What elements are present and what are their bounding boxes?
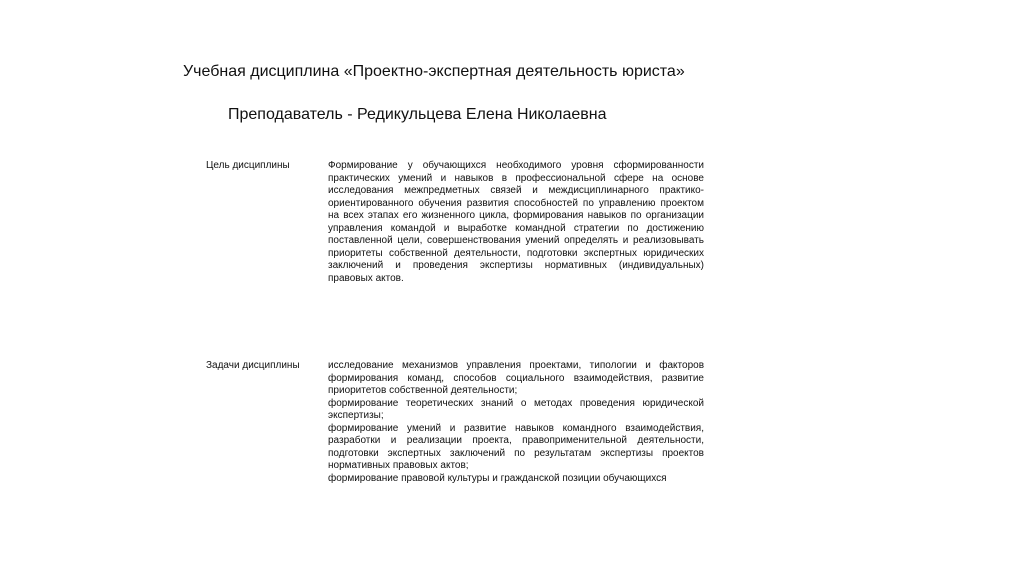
tasks-text: [328, 360, 704, 485]
teacher-line: Преподаватель - Редикульцева Елена Николаевна: [228, 106, 607, 123]
goal-paragraph: Формирование у обучающихся необходимого уровня сформированности практических умений и навыков в профессиональной сфере на основе исследования межпредметных связей и междисциплинарного практико-ориентированного обучения развития способностей по управлению проектом на всех этапах его жизненного цикла, формирования навыков по организации управления командой и выработке командной стратегии по достижению поставленной цели, совершенствования умений определять и реализовывать приоритеты собственной деятельности, подготовки экспертных юридических заключений и проведения экспертизы нормативных (индивидуальных) правовых актов.: [328, 160, 704, 284]
task-item: формирование правовой культуры и гражданской позиции обучающихся: [328, 472, 667, 484]
task-item: формирование умений и развитие навыков командного взаимодействия, разработки и реализации проекта, правоприменительной деятельности, подготовки экспертных заключений по результатам экспертизы проектов нормативных правовых актов;: [328, 422, 704, 471]
task-item: формирование теоретических знаний о методах проведения юридической экспертизы;: [328, 397, 704, 421]
tasks-label: Задачи дисциплины: [206, 360, 300, 371]
task-item: исследование механизмов управления проектами, типологии и факторов формирования команд, способов социального взаимодействия, развитие приоритетов собственной деятельности;: [328, 360, 704, 396]
goal-text: [328, 160, 704, 285]
goal-label: Цель дисциплины: [206, 160, 290, 171]
slide-title: Учебная дисциплина «Проектно-экспертная деятельность юриста»: [183, 63, 685, 80]
